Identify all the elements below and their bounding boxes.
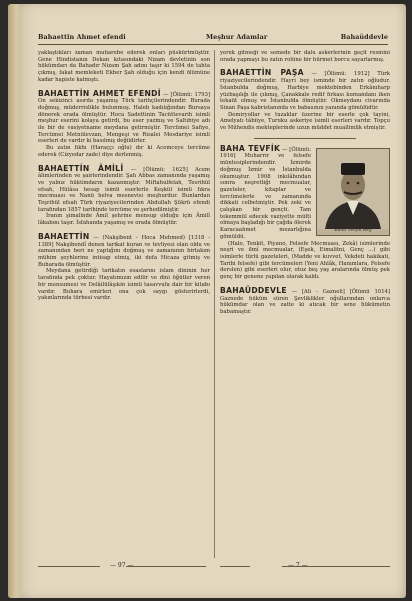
entry-body: — [Ölümü: 1916] Muharrir ve felsefe müntesiplerindendir. İzmirde doğmuş İzmir ve İstanbulda okumuştur. 1908 inkılâbından sonra neşrettiği mecmualar, gazeteler, kitaplar ve tercümelerle ve zamanında dikkati celbetmiştir. Pek zeki ve çalışkan bir gençti. Tam tekemmül edecek vaziyette mülti olmaya başladığı bir çağda ölerek Karacaahmet mezarlığına gömüldü. [220,146,311,240]
entry-body-continued: Meydana getirdiği tarikatın esaslarını islam dininin her tarafında pek çoktur. Hayatımızın edilir ve dini öğütler veren bir mensumesi ve Delâilülâşıkin isimli tasavvufa dair bir kitabı vardır. Buhara emirleri ona çok saygı gösterirlerdi, yakınlarında türbesi vardır. [38,268,210,302]
entry-body: — [Ölümü: 1625] Acem âlimlerinden ve şairlerindendir. Şah Abbas zamanında yaşamış ve yalnız hükümdarın kazanmıştır. Miftahulfelah, Tesrihül efsah, Hülâsa hesap isimli eserlerle Keşkül isimli fıkra mecmuası ve Nanü helva mesnevisi meşhurdur. Bunlardan Teşrihül efsah Türk riyaziyecilerinden Abdullah Şükrü efendi tarafından 1857 tarihinde tercüme ve şerhedilmiştir. [38,166,210,213]
entry-bahaettin-amili [38,163,210,227]
entry-bahaettin-ahmet [38,88,210,159]
entry-headword: BAHAETTİN ÂMİLÎ [38,163,124,173]
entry-body: — [Ölümü: 1793] On sekizinci asırda yaşamış Türk tarihçilerindendir. Burada doğmuş, müderrislikle bulunmuş. Haleb kadılığından Bursaya dönerek orada ölmüştür. Hoca Sadettinin Tacüttevarih isimli meşhur eserini kolaya getirdi, bu eser yazmış ve Saltıbiye adı ile bir de vasiyetname meydana getirmiştir. Tercümei Safiye, Tercümei Metnülevzan, Mengeşi ve Risalei Mesdariye isimli eserleri de vardır ki basılmış değildirler. [38,91,210,145]
portrait-photo [316,148,390,236]
page-gutter-shadow [8,4,22,598]
portrait-figure-icon [317,149,389,229]
page-footer [38,562,388,572]
column-divider [214,50,215,558]
running-head-right: Bahaüddevle [340,33,388,41]
entry-bahaettin-pasa [220,70,390,131]
entry-body-continued: Demiryollar ve tuzaklar üzerine bir eserle çok tayini, Amelyatı tâbiiye, Turuku askeriye isimli eserleri vardır. Topçu ve Mühendis mekteplerinde uzun müddet muallimlik etmiştir. [220,111,390,132]
page-number-left: — 97 — [110,562,134,569]
running-head-left: Bahaettin Ahmet efendi [38,33,126,41]
entry-bahaettin-naksibent [38,231,210,302]
entry-headword: BAHAETTİN [38,231,90,241]
entry-body: — (Nakşibent - Hoca Mehmed) [1318 - 1389] Nakşibendî denen tarikat kuran ve tevliyesi olan oldu ve zamanından beri ne yaptığını doğmuş ve zamanının birtakım mühim şeyhlerine intisap etmiş, iki defa Hicaza gitmiş ve Buharada ölmüştür. [38,234,210,268]
entry-body-continued: Bu zatın fıkhı (Haraççı oğlu) dır ki Acemceye tercüme ederek (Cizyedar zade) diye derlenmiş. [38,145,210,158]
entry-headword: BAHA TEVFİK [220,143,281,153]
book-page [8,4,406,598]
entry-baha-tevfik [220,143,390,281]
page-number-right: — 7 — [288,562,308,569]
entry-body-continued: İranın şimalinde Âmil şehrine mensup olduğu için Âmilî lâkabını taşır. İsfahanda yaşamış ve orada ölmüştür. [38,213,210,227]
entry-headword: BAHAÜDDEVLE [220,285,287,295]
entry-body-continued: (Halo, Tenkit, Piyano, Felsefe Mecmuası, Zekâ) isimlerinde neşri ve ilmî mecmualar, (Eşek, Eimalitni, Genç ...) gibi isimlerle türlü gazeteleri, (Madde ve kuvvet, Vekdeti hakikati, Tarihi felsefe) gibi tercümeleri (Yeni Ahlâk, Hanımlara, Felsefe derslen) gibi eserleri olur, otuz beş yaş aralarında ölmüş pek genç bir genene yapılan olarak kaldı. [220,240,390,281]
entry-separator [254,138,356,139]
right-intro-paragraph: yerek gitmeği ve semede bir dalu askerlerinin geçit resmini orada yapmayı bu zatın rolüne bir hürmet borcu sayarlarmış. [220,50,390,63]
left-intro-paragraph: yaklaştıkları zaman muharebe ederek onları püskürtmüştür. Gene Hindistanın Dekan kıtasındaki Nizam devletinin son hükümdarı da Bahadır Nizam Şah adını taşır ki 1594 de tahta çıkmış, fakat memleketi Ekber Şah olduğu için kendi ölümüne kadar hapiste kalmıştı. [38,50,210,83]
entry-headword: BAHAETTİN AHMET EFENDİ [38,88,161,98]
running-head [38,32,388,45]
entry-body: — [Ali - Gazneli] [Ölümü 1014] Gaznede hüküm süren Şevliklikler oğullarından onlarca hükümdar olan ve zatte ki atıcak bir sene hükümetin babamaştır. [220,288,390,315]
right-column [220,50,390,560]
left-column [38,50,210,560]
entry-bahauddevle [220,285,390,316]
portrait-caption: Baha Tevfik Bey [334,227,372,233]
entry-body: — [Ölümü: 1912] Türk riyaziyecilerindendir. Hayri bey isminde bir zatın oğludur. İstanbulda doğmuş, Harbiye mektebinden Erkânıharp yüzbaşılığı ile çıkmış, Çanakkale redif fırkası kumandanı iken tekaüt olmuş ve İstanbulda ölmüştür. Okmeydanı civarında Sinan Paşa kabristanında ve babasının yanında gömülüdür. [220,71,390,111]
running-head-middle: Meşhur Adamlar [206,33,268,41]
entry-headword: BAHAETTİN PAŞA [220,68,304,78]
